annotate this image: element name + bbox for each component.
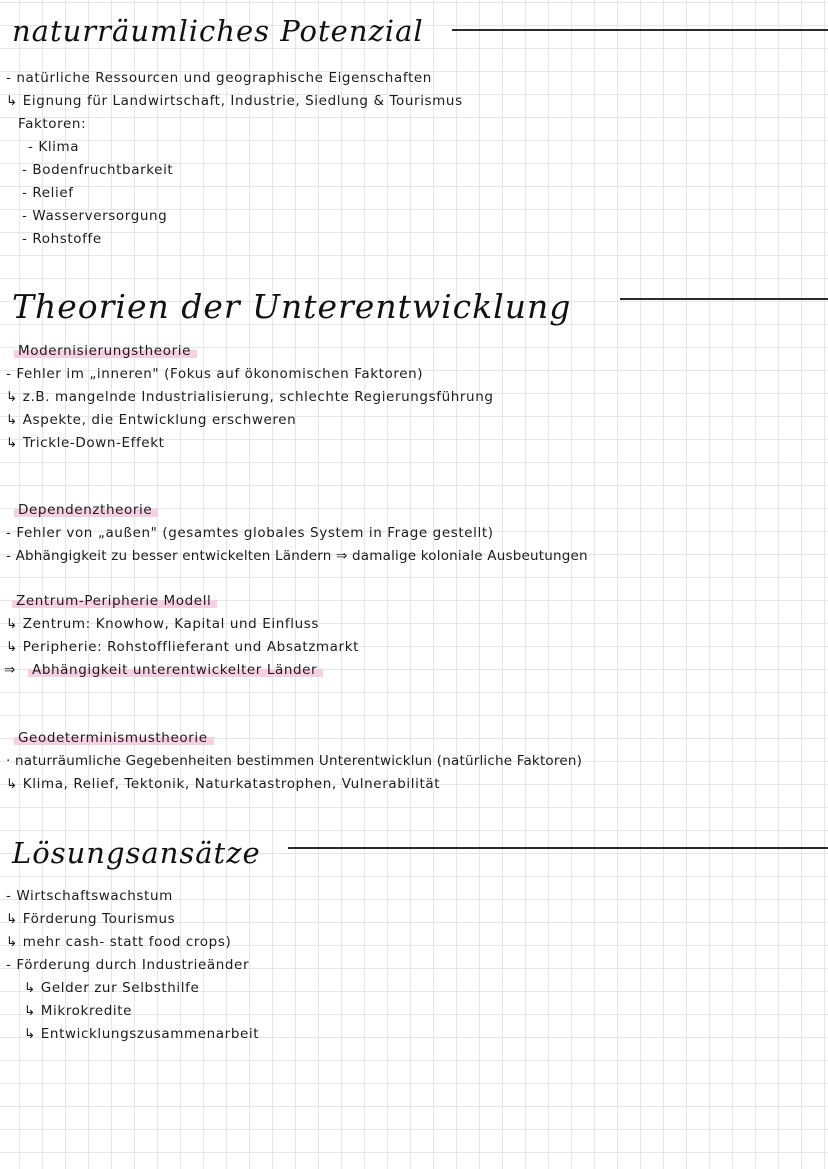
note-line: - Wasserversorgung [22,208,168,224]
note-line: ↳ mehr cash- statt food crops) [6,934,232,950]
heading-rule [620,298,828,300]
note-line: ↳ Klima, Relief, Tektonik, Naturkatastrophen, Vulnerabilität [6,776,441,792]
subheading-modernisierung: Modernisierungstheorie [14,342,197,360]
note-line: ↳ Zentrum: Knowhow, Kapital und Einfluss [6,616,320,632]
note-line: ↳ Mikrokredite [24,1003,133,1019]
note-line: - Abhängigkeit zu besser entwickelten Ländern ⇒ damalige koloniale Ausbeutungen [6,548,588,564]
heading-rule [288,847,828,849]
conclusion-arrow: ⇒ [4,662,16,678]
note-line: · naturräumliche Gegebenheiten bestimmen Unterentwicklun (natürliche Faktoren) [6,753,583,769]
note-line: ↳ Eignung für Landwirtschaft, Industrie, Siedlung & Tourismus [6,93,463,109]
note-line: - Relief [22,185,74,201]
section-heading: Lösungsansätze [12,836,261,870]
note-line: - natürliche Ressourcen und geographische Eigenschaften [6,70,432,86]
note-line: - Fehler von „außen" (gesamtes globales System in Frage gestellt) [6,525,494,541]
section-loesungen-header [0,824,828,874]
conclusion-highlight: Abhängigkeit unterentwickelter Länder [28,661,323,679]
note-line: ↳ z.B. mangelnde Industrialisierung, schlechte Regierungsführung [6,389,494,405]
note-line: - Förderung durch Industrieänder [6,957,250,973]
subheading-geodeterminismus: Geodeterminismustheorie [14,729,214,747]
heading-rule [452,29,828,31]
note-line: - Wirtschaftswachstum [6,888,173,904]
note-line: ↳ Gelder zur Selbsthilfe [24,980,200,996]
note-line: - Klima [28,139,80,155]
section-potenzial-header [0,2,828,52]
subheading-zentrum: Zentrum-Peripherie Modell [12,592,217,610]
section-theorien-header [0,280,828,330]
note-line: - Bodenfruchtbarkeit [22,162,174,178]
note-line: ↳ Trickle-Down-Effekt [6,435,165,451]
note-line: ↳ Peripherie: Rohstofflieferant und Absatzmarkt [6,639,360,655]
section-heading: naturräumliches Potenzial [12,14,424,48]
subheading-dependenz: Dependenztheorie [14,501,158,519]
note-line: ↳ Förderung Tourismus [6,911,176,927]
note-line: ↳ Aspekte, die Entwicklung erschweren [6,412,297,428]
note-line: - Fehler im „inneren" (Fokus auf ökonomischen Faktoren) [6,366,424,382]
section-heading: Theorien der Unterentwicklung [12,287,572,326]
note-line: Faktoren: [18,116,87,132]
note-line: - Rohstoffe [22,231,102,247]
note-line: ↳ Entwicklungszusammenarbeit [24,1026,260,1042]
